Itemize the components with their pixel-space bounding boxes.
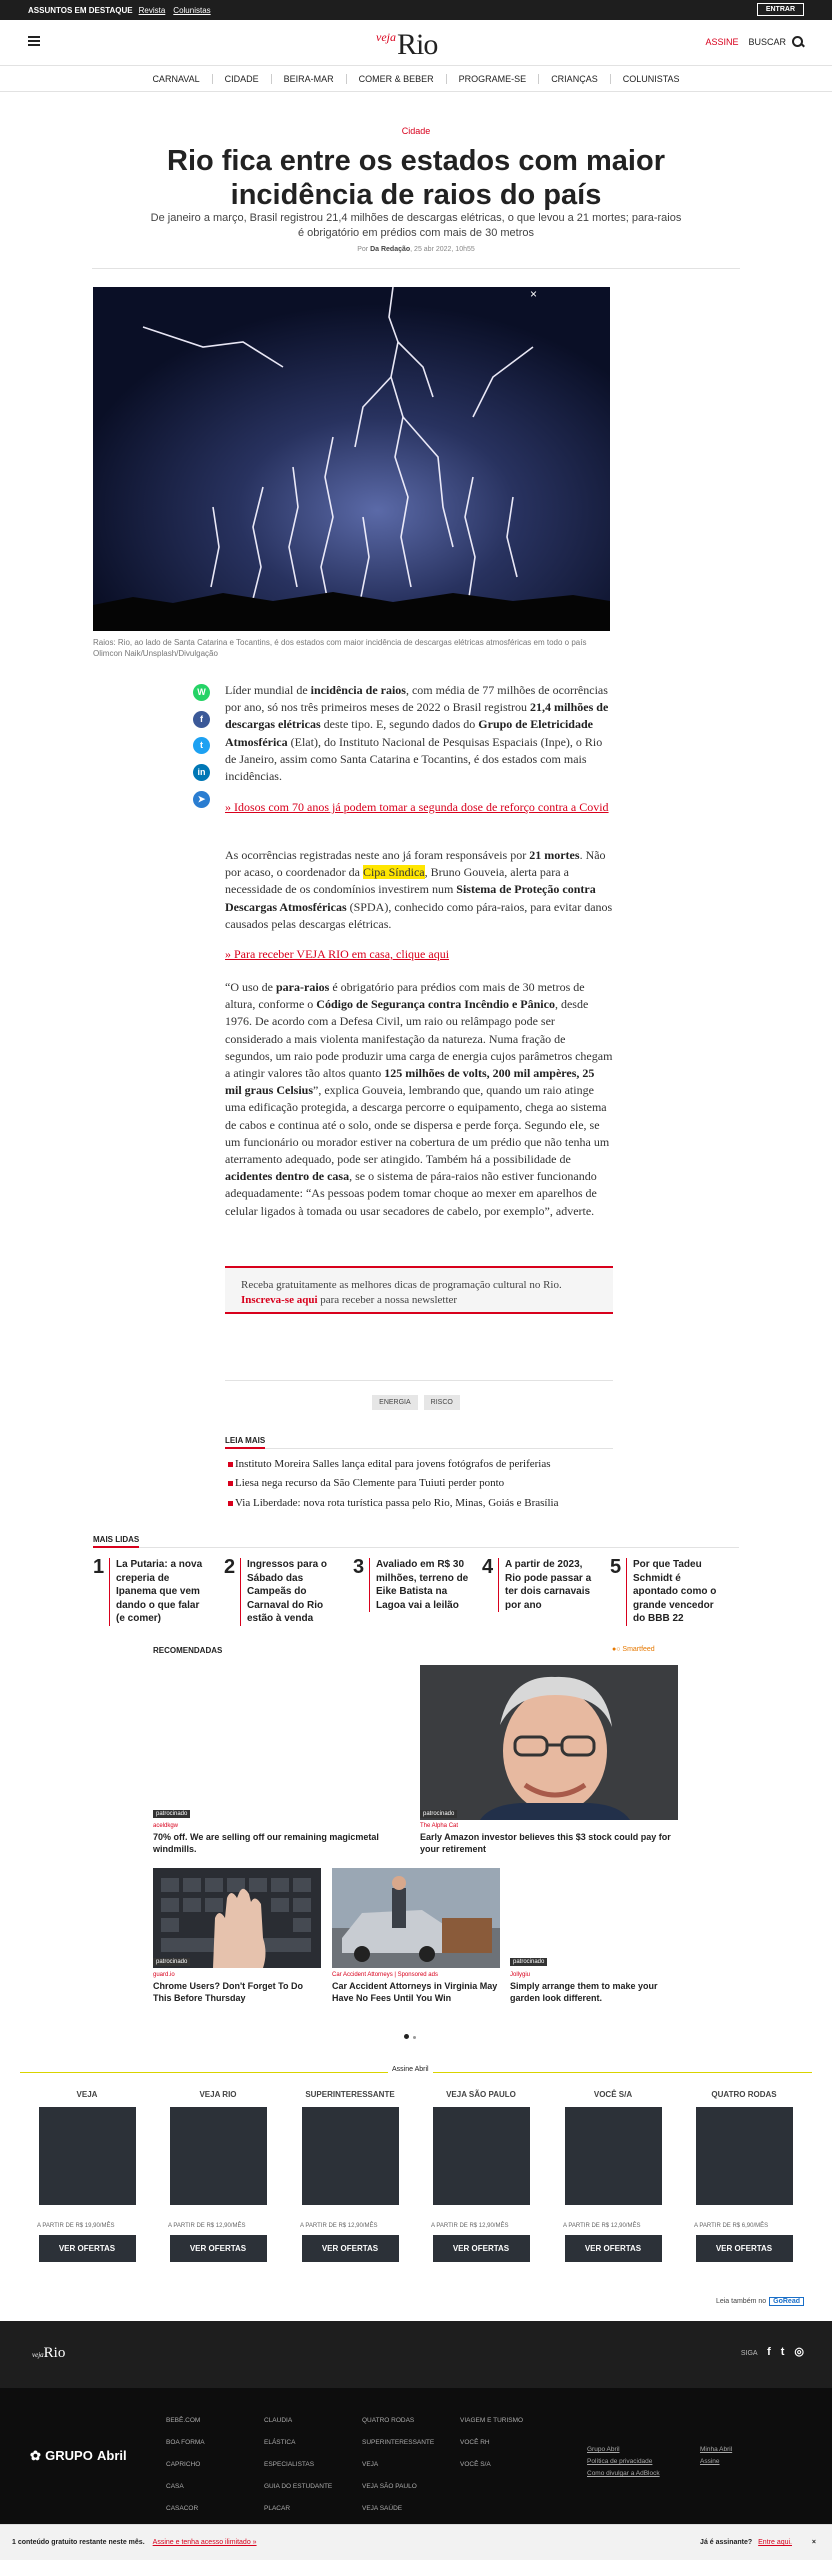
- nav-item-criancas[interactable]: CRIANÇAS: [539, 74, 611, 84]
- article-title: Rio fica entre os estados com maior incidência de raios do país: [167, 145, 665, 211]
- magazine-price: A PARTIR DE R$ 12,90/MÊS: [563, 2223, 641, 2229]
- related-link-covid[interactable]: » Idosos com 70 anos já podem tomar a segunda dose de reforço contra a Covid: [225, 800, 609, 814]
- magazine-offer: [421, 2090, 541, 2265]
- leia-mais-item[interactable]: Liesa nega recurso da São Clemente para Tuiuti perder ponto: [235, 1477, 615, 1489]
- magazine-price: A PARTIR DE R$ 6,90/MÊS: [694, 2223, 769, 2229]
- footer-link[interactable]: SUPERINTERESSANTE: [362, 2439, 435, 2446]
- paragraph-2: As ocorrências registradas neste ano já foram responsáveis por 21 mortes. Não por acaso, o coordenador da Cipa Síndica, Bruno Gouveia, alerta para a necessidade de os condomínios investirem num Sistema de Proteção contra Descargas Atmosféricas (SPDA), conhecido como pára-raios, para evitar danos causados pelas descargas elétricas.: [225, 848, 613, 931]
- newsletter-box: Receba gratuitamente as melhores dicas de programação cultural no Rio. Inscreva-se aqui para receber a nossa newsletter: [225, 1266, 613, 1314]
- facebook-icon[interactable]: f: [193, 711, 210, 728]
- divider: [92, 268, 740, 269]
- card-source: guard.io: [153, 1972, 175, 1978]
- magazine-cover[interactable]: [696, 2107, 793, 2205]
- magazine-offer: [290, 2090, 410, 2265]
- footer-link[interactable]: BOA FORMA: [166, 2439, 205, 2446]
- magazine-title: VEJA: [76, 2090, 98, 2099]
- article-subtitle: De janeiro a março, Brasil registrou 21,4 milhões de descargas elétricas, o que levou a 21 mortes; para-raios é obrigatório em prédios com mais de 30 metros: [150, 212, 682, 239]
- magazine-title: QUATRO RODAS: [711, 2090, 777, 2099]
- ver-ofertas-button[interactable]: VER OFERTAS: [433, 2235, 530, 2262]
- footer-link[interactable]: VEJA SAÚDE: [362, 2505, 403, 2512]
- assine-abril-logo[interactable]: Assine Abril: [388, 2066, 433, 2073]
- search-link[interactable]: BUSCAR: [748, 37, 786, 47]
- site-logo[interactable]: [376, 26, 437, 60]
- footer-column: [587, 2444, 660, 2480]
- footer-link[interactable]: Grupo Abril: [587, 2446, 620, 2453]
- logo-veja: veja: [376, 30, 396, 44]
- paywall-bar: [0, 2524, 832, 2560]
- search-icon[interactable]: [792, 36, 804, 48]
- footer-link[interactable]: Como divulgar a AdBlock: [587, 2470, 660, 2477]
- tree-icon: ✿: [30, 2448, 41, 2463]
- card-source: aceldkgw: [153, 1823, 179, 1829]
- most-read-item[interactable]: 4 A partir de 2023, Rio pode passar a ter dois carnavais por ano: [482, 1556, 606, 1636]
- lightning-illustration: [93, 287, 610, 631]
- magazine-offer: [553, 2090, 673, 2265]
- nav-item-comer-beber[interactable]: COMER & BEBER: [347, 74, 447, 84]
- magazine-price: A PARTIR DE R$ 12,90/MÊS: [300, 2223, 378, 2229]
- footer-link[interactable]: PLACAR: [264, 2505, 291, 2512]
- logo-rio: Rio: [397, 28, 438, 61]
- main-nav: [0, 67, 832, 92]
- nav-item-beira-mar[interactable]: BEIRA-MAR: [272, 74, 347, 84]
- site-header: [0, 20, 832, 66]
- car-accident-photo: [332, 1868, 500, 1968]
- footer-column: [264, 2410, 332, 2520]
- twitter-icon[interactable]: t: [780, 2346, 785, 2358]
- divider: [225, 1380, 613, 1381]
- nav-item-programe-se[interactable]: PROGRAME-SE: [447, 74, 540, 84]
- footer-column: [460, 2410, 523, 2476]
- footer-link[interactable]: CASA: [166, 2483, 184, 2490]
- footer-link[interactable]: BEBÊ.COM: [166, 2417, 201, 2424]
- photo-caption: Raios: Rio, ao lado de Santa Catarina e Tocantins, é dos estados com maior incidência de descargas elétricas atmosféricas em todo o país Olimcon Naik/Unsplash/Divulgação: [93, 638, 587, 658]
- footer-link[interactable]: VOCÊ RH: [460, 2439, 490, 2446]
- magazine-price: A PARTIR DE R$ 19,90/MÊS: [37, 2223, 115, 2229]
- highlighted-term[interactable]: Cipa Síndica: [362, 865, 425, 880]
- article-kicker[interactable]: Cidade: [401, 126, 431, 136]
- leia-mais-item[interactable]: Via Liberdade: nova rota turística passa pelo Rio, Minas, Goiás e Brasília: [235, 1497, 615, 1509]
- paragraph-1: Líder mundial de incidência de raios, com média de 77 milhões de ocorrências por ano, só nos três primeiros meses de 2022 o Brasil registrou 21,4 milhões de descargas elétricas deste tipo. E, segundo dados do Grupo de Eletricidade Atmosférica (Elat), do Instituto Nacional de Pesquisas Espaciais (Inpe), o Rio de Janeiro, assim como Santa Catarina e Tocantins, é dos estados com mais incidências.: [225, 683, 609, 784]
- recommended-card-title[interactable]: Early Amazon investor believes this $3 stock could pay for your retirement: [420, 1832, 671, 1854]
- footer-link[interactable]: VEJA: [362, 2461, 379, 2468]
- magazine-title: VOCÊ S/A: [593, 2090, 633, 2099]
- ver-ofertas-button[interactable]: VER OFERTAS: [696, 2235, 793, 2262]
- magazine-cover[interactable]: [39, 2107, 136, 2205]
- footer-link[interactable]: CASACOR: [166, 2505, 199, 2512]
- menu-icon[interactable]: [28, 36, 40, 46]
- linkedin-icon[interactable]: in: [193, 764, 210, 781]
- login-link[interactable]: Entre aqui.: [758, 2539, 792, 2546]
- footer-link[interactable]: Minha Abril: [700, 2446, 733, 2453]
- twitter-icon[interactable]: t: [193, 737, 210, 754]
- byline-date: 25 abr 2022, 10h55: [414, 246, 475, 253]
- subscribe-link[interactable]: ASSINE: [705, 37, 739, 47]
- telegram-icon[interactable]: ➤: [193, 791, 210, 808]
- smartfeed-logo[interactable]: ●○ Smartfeed: [612, 1646, 655, 1653]
- instagram-icon[interactable]: ◎: [794, 2346, 804, 2358]
- magazine-title: SUPERINTERESSANTE: [305, 2090, 395, 2099]
- keyboard-hand-photo: [153, 1868, 321, 1968]
- sponsored-tag: patrocinado: [153, 1958, 190, 1966]
- newsletter-signup-link[interactable]: Inscreva-se aqui: [241, 1294, 318, 1306]
- footer-link[interactable]: Política de privacidade: [587, 2458, 653, 2465]
- tag-energia[interactable]: ENERGIA: [372, 1395, 418, 1410]
- byline-author[interactable]: Da Redação: [370, 246, 411, 253]
- magazine-cover[interactable]: [170, 2107, 267, 2205]
- magazine-title: VEJA RIO: [199, 2090, 237, 2099]
- ver-ofertas-button[interactable]: VER OFERTAS: [565, 2235, 662, 2262]
- nav-item-carnaval[interactable]: CARNAVAL: [140, 74, 212, 84]
- tag-risco[interactable]: RISCO: [424, 1395, 460, 1410]
- magazine-offer: [684, 2090, 804, 2265]
- close-icon[interactable]: ×: [811, 2539, 816, 2546]
- ver-ofertas-button[interactable]: VER OFERTAS: [170, 2235, 267, 2262]
- topbar-link-revista[interactable]: Revista: [138, 5, 166, 15]
- most-read-item[interactable]: 5 Por que Tadeu Schmidt é apontado como o grande vencedor do BBB 22: [610, 1556, 734, 1636]
- recommended-card-image[interactable]: [420, 1665, 678, 1820]
- free-content-notice: 1 conteúdo gratuito restante neste mês.: [12, 2539, 145, 2546]
- recommended-card-title[interactable]: Chrome Users? Don't Forget To Do This Before Thursday: [153, 1981, 303, 2003]
- recommended-card-image[interactable]: [153, 1868, 321, 1968]
- magazine-offer: [158, 2090, 278, 2265]
- footer-column: [700, 2444, 732, 2468]
- facebook-icon[interactable]: f: [767, 2346, 771, 2358]
- byline: Por Da Redação, 25 abr 2022, 10h55: [357, 246, 475, 253]
- card-source: Car Accident Attorneys | Sponsored ads: [332, 1972, 438, 1978]
- leia-mais-heading: LEIA MAIS: [225, 1436, 613, 1449]
- paragraph-link-1: [225, 799, 613, 816]
- magazine-title: VEJA SÃO PAULO: [446, 2090, 516, 2099]
- ver-ofertas-button[interactable]: VER OFERTAS: [39, 2235, 136, 2262]
- recommended-card-image[interactable]: [332, 1868, 500, 1968]
- mais-lidas-heading: MAIS LIDAS: [93, 1535, 739, 1548]
- top-bar: [0, 0, 832, 20]
- subscribe-unlimited-link[interactable]: Assine e tenha acesso ilimitado »: [152, 2539, 257, 2546]
- footer-link[interactable]: GUIA DO ESTUDANTE: [264, 2483, 333, 2490]
- magazine-cover[interactable]: [565, 2107, 662, 2205]
- featured-label: ASSUNTOS EM DESTAQUE: [28, 5, 133, 15]
- footer-link[interactable]: CLAUDIA: [264, 2417, 293, 2424]
- investor-portrait: [420, 1665, 678, 1820]
- footer-column: [362, 2410, 434, 2520]
- recomendadas-heading: RECOMENDADAS: [153, 1646, 223, 1655]
- footer-link[interactable]: VIAGEM E TURISMO: [460, 2417, 524, 2424]
- footer-link[interactable]: ESPECIALISTAS: [264, 2461, 315, 2468]
- most-read-item[interactable]: 2 Ingressos para o Sábado das Campeãs do Carnaval do Rio estão à venda: [224, 1556, 348, 1636]
- footer-column: [166, 2410, 205, 2520]
- whatsapp-icon[interactable]: W: [193, 684, 210, 701]
- leia-mais-item[interactable]: Instituto Moreira Salles lança edital para jovens fotógrafos de periferias: [235, 1458, 615, 1470]
- footer-bottom: [0, 2388, 832, 2524]
- footer-logo[interactable]: vejaRio: [32, 2345, 66, 2361]
- topbar-link-colunistas[interactable]: Colunistas: [173, 5, 211, 15]
- enter-button[interactable]: ENTRAR: [757, 3, 804, 16]
- card-source: The Alpha Cat: [420, 1823, 459, 1829]
- footer-link[interactable]: Assine: [700, 2458, 720, 2465]
- sponsored-tag: patrocinado: [153, 1810, 190, 1818]
- most-read-item[interactable]: 1 La Putaria: a nova creperia de Ipanema que vem dando o que falar (e comer): [93, 1556, 217, 1636]
- footer-link[interactable]: QUATRO RODAS: [362, 2417, 415, 2424]
- tag-list: [0, 1395, 832, 1410]
- footer-link[interactable]: VEJA SÃO PAULO: [362, 2483, 417, 2490]
- nav-item-cidade[interactable]: CIDADE: [213, 74, 272, 84]
- footer-link[interactable]: VOCÊ S/A: [460, 2461, 491, 2468]
- recommended-card-title[interactable]: 70% off. We are selling off our remaining magicmetal windmills.: [153, 1832, 379, 1854]
- most-read-item[interactable]: 3 Avaliado em R$ 30 milhões, terreno de Eike Batista na Lagoa vai a leilão: [353, 1556, 469, 1611]
- ver-ofertas-button[interactable]: VER OFERTAS: [302, 2235, 399, 2262]
- grupo-abril-logo[interactable]: ✿ GRUPO Abril: [30, 2448, 127, 2463]
- sponsored-tag: patrocinado: [510, 1958, 547, 1966]
- recommended-card-title[interactable]: Car Accident Attorneys in Virginia May Have No Fees Until You Win: [332, 1981, 498, 2003]
- recommended-card-title[interactable]: Simply arrange them to make your garden look different.: [510, 1981, 658, 2003]
- magazine-cover[interactable]: [433, 2107, 530, 2205]
- goread-logo[interactable]: GoRead: [769, 2297, 804, 2306]
- footer-link[interactable]: ELÁSTICA: [264, 2439, 296, 2446]
- magazine-price: A PARTIR DE R$ 12,90/MÊS: [168, 2223, 246, 2229]
- magazine-price: A PARTIR DE R$ 12,90/MÊS: [431, 2223, 509, 2229]
- leia-tambem: Leia também no GoRead: [716, 2298, 804, 2305]
- card-source: Jollygiu: [510, 1972, 531, 1978]
- footer-link[interactable]: CAPRICHO: [166, 2461, 201, 2468]
- magazine-cover[interactable]: [302, 2107, 399, 2205]
- social-links: SIGA f t ◎: [740, 2346, 804, 2358]
- sponsored-tag: patrocinado: [420, 1810, 457, 1818]
- carousel-dots[interactable]: [402, 2026, 418, 2044]
- related-link-home-delivery[interactable]: » Para receber VEJA RIO em casa, clique aqui: [225, 947, 450, 961]
- byline-prefix: Por: [357, 246, 369, 253]
- paragraph-3: “O uso de para-raios é obrigatório para prédios com mais de 30 metros de altura, conforme o Código de Segurança contra Incêndio e Pânico, desde 1976. De acordo com a Defesa Civil, um raio ou relâmpago pode ser considerado a mais violenta manifestação da natureza. Numa fração de segundos, um raio pode produzir uma carga de energia cujos parâmetros chegam a atingir valores tão altos quanto 125 milhões de volts, 200 mil ampères, 25 mil graus Celsius”, explica Gouveia, lembrando que, quando um raio atinge uma edificação protegida, a descarga percorre o equipamento, chega ao sistema de cabos e continua até o solo, onde se dispersa e perde força. Segundo ele, se um funcionário ou morador estiver na cobertura de um prédio que não tenha um aterramento adequado, pode ser atingido. Também há a possibilidade de acidentes dentro de casa, se o sistema de pára-raios não estiver funcionando adequadamente: “As pessoas podem tomar choque ao mexer em aparelhos de celular ligados à tomada ou usar secadores de cabelo, por exemplo”, adverte.: [225, 980, 613, 1218]
- already-subscriber: Já é assinante? Entre aqui.: [700, 2539, 792, 2546]
- close-icon[interactable]: ×: [529, 287, 537, 301]
- lightning-photo: [93, 287, 610, 631]
- magazine-offer: [27, 2090, 147, 2265]
- paragraph-link-2: [225, 946, 613, 963]
- footer-top: [0, 2321, 832, 2388]
- nav-item-colunistas[interactable]: COLUNISTAS: [622, 74, 680, 84]
